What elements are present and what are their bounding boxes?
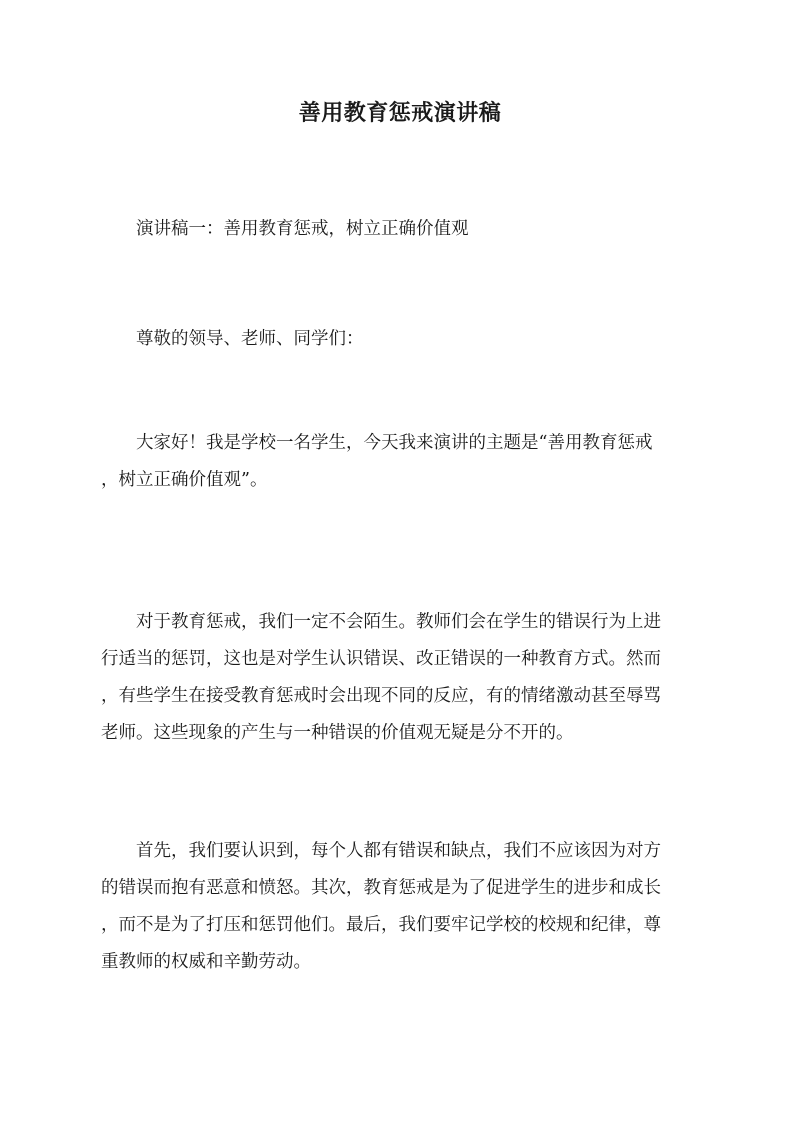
paragraph-line: 尊敬的领导、老师、同学们： — [136, 329, 364, 349]
paragraph-line: ，而不是为了打压和惩罚他们。最后，我们要牢记学校的校规和纪律，尊 — [101, 915, 661, 935]
paragraph-line: ，树立正确价值观”。 — [101, 470, 268, 490]
paragraph-line: 重教师的权威和辛勤劳动。 — [101, 952, 311, 972]
paragraph-line: 行适当的惩罚，这也是对学生认识错误、改正错误的一种教育方式。然而 — [101, 649, 661, 669]
paragraph-line: 首先，我们要认识到，每个人都有错误和缺点，我们不应该因为对方 — [136, 841, 661, 861]
paragraph-line: 对于教育惩戒，我们一定不会陌生。教师们会在学生的错误行为上进 — [136, 612, 661, 632]
document-title: 善用教育惩戒演讲稿 — [298, 100, 502, 126]
paragraph-line: 演讲稿一：善用教育惩戒，树立正确价值观 — [136, 219, 469, 239]
paragraph-line: 大家好！我是学校一名学生，今天我来演讲的主题是“善用教育惩戒 — [136, 433, 653, 453]
paragraph-greeting — [101, 425, 697, 499]
paragraph-line: 老师。这些现象的产生与一种错误的价值观无疑是分不开的。 — [101, 723, 574, 743]
paragraph-body-2 — [101, 833, 697, 981]
paragraph-salutation — [101, 321, 697, 358]
paragraph-line: ，有些学生在接受教育惩戒时会出现不同的反应，有的情绪激动甚至辱骂 — [101, 686, 661, 706]
paragraph-line: 的错误而抱有恶意和愤怒。其次，教育惩戒是为了促进学生的进步和成长 — [101, 878, 661, 898]
paragraph-speech-heading — [101, 211, 697, 248]
paragraph-body-1 — [101, 604, 697, 752]
